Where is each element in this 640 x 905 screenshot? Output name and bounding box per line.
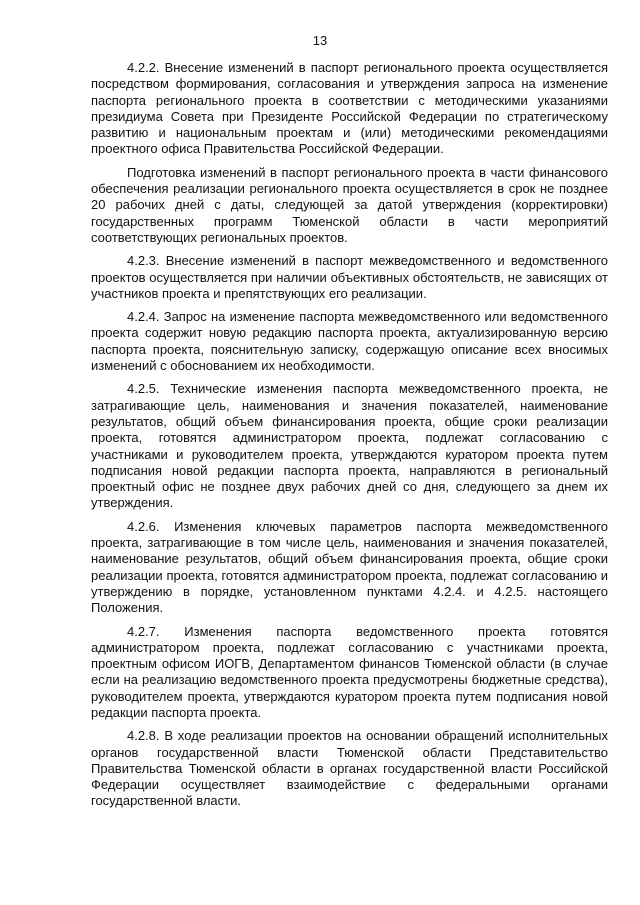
paragraph-4-2-2: 4.2.2. Внесение изменений в паспорт регионального проекта осуществляется посредством формирования, согласования и утверждения запроса на изменение паспорта регионального проекта в соответствии с методическими указаниями президиума Совета при Президенте Российской Федерации по стратегическому развитию и национальным проектам и (или) методическими рекомендациями проектного офиса Правительства Российской Федерации. bbox=[91, 60, 608, 157]
paragraph-financial-changes: Подготовка изменений в паспорт регионального проекта в части финансового обеспечения реализации регионального проекта осуществляется в срок не позднее 20 рабочих дней с даты, следующей за датой утверждения (корректировки) государственных программ Тюменской области в части мероприятий соответствующих региональных проектов. bbox=[91, 164, 608, 245]
paragraph-4-2-8: 4.2.8. В ходе реализации проектов на основании обращений исполнительных органов государственной власти Тюменской области Представительство Правительства Тюменской области в органах государственной власти Российской Федерации осуществляет взаимодействие с федеральными органами государственной власти. bbox=[91, 728, 608, 809]
paragraph-4-2-6: 4.2.6. Изменения ключевых параметров паспорта межведомственного проекта, затрагивающие в том числе цель, наименования и значения показателей, наименование результатов, общий объем финансирования проекта, общие сроки реализации проекта, готовятся администратором проекта, подлежат согласованию и утверждению в порядке, установленном пунктами 4.2.4. и 4.2.5. настоящего Положения. bbox=[91, 518, 608, 616]
paragraph-4-2-4: 4.2.4. Запрос на изменение паспорта межведомственного или ведомственного проекта содержит новую редакцию паспорта проекта, актуализированную версию паспорта проекта, пояснительную записку, содержащую описание всех вносимых изменений с обоснованием их необходимости. bbox=[91, 309, 608, 374]
page-number: 13 bbox=[312, 33, 328, 48]
paragraph-4-2-5: 4.2.5. Технические изменения паспорта межведомственного проекта, не затрагивающие цель, наименования и значения показателей, наименование результатов, общий объем финансирования проекта, общие сроки реализации проекта, готовятся администратором проекта, подлежат согласованию с участниками и руководителем проекта, утверждаются куратором проекта путем подписания новой редакции паспорта проекта, направляются в региональный проектный офис не позднее двух рабочих дней со дня, следующего за днем их утверждения. bbox=[91, 381, 608, 511]
paragraph-4-2-3: 4.2.3. Внесение изменений в паспорт межведомственного и ведомственного проектов осуществляется при наличии объективных обстоятельств, не зависящих от участников проекта и препятствующих его реализации. bbox=[91, 253, 608, 301]
document-body bbox=[91, 60, 608, 817]
paragraph-4-2-7: 4.2.7. Изменения паспорта ведомственного проекта готовятся администратором проекта, подлежат согласованию с участниками проекта, проектным офисом ИОГВ, Департаментом финансов Тюменской области (в случае если на реализацию ведомственного проекта предусмотрены бюджетные средства), руководителем проекта, утверждаются куратором проекта путем подписания новой редакции паспорта проекта. bbox=[91, 623, 608, 720]
